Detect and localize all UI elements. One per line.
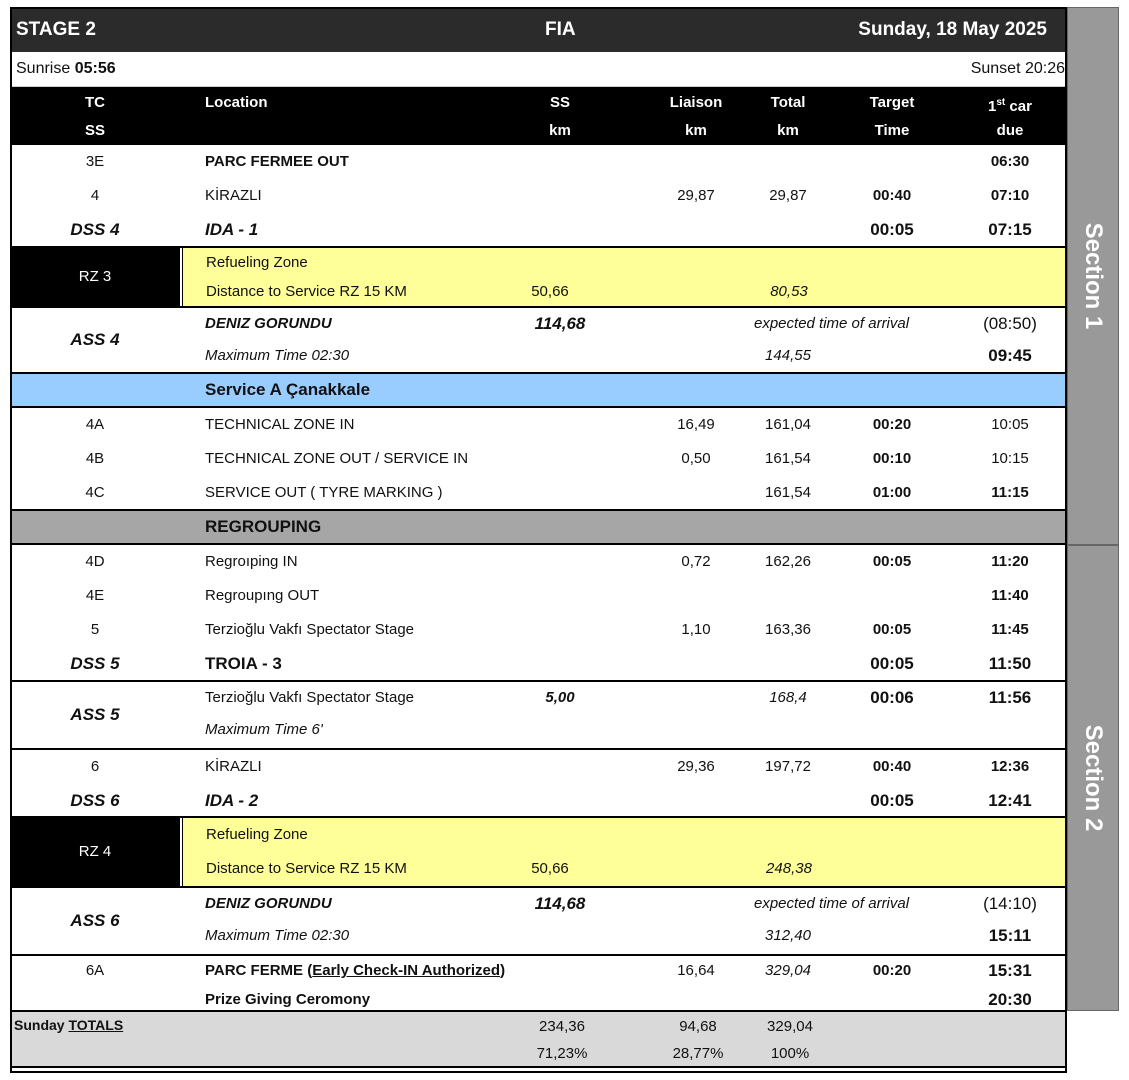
table-row — [10, 579, 1067, 613]
total-km: 248,38 — [766, 860, 812, 877]
ss-km: 50,66 — [531, 860, 569, 877]
due-time: 11:15 — [991, 484, 1029, 501]
ss-km: 114,68 — [534, 894, 586, 913]
location: TECHNICAL ZONE OUT / SERVICE IN — [205, 450, 469, 467]
totals-link[interactable]: TOTALS — [68, 1017, 124, 1033]
table-row — [183, 852, 1067, 886]
location: KİRAZLI — [205, 758, 262, 775]
col-ss-unit: km — [549, 122, 571, 139]
section-1-label: Section 1 — [1080, 222, 1107, 330]
stage-title: STAGE 2 — [16, 19, 96, 40]
regrouping-title: REGROUPING — [205, 517, 322, 536]
table-row — [10, 545, 1067, 579]
due-time: 11:20 — [991, 553, 1029, 570]
service-band — [10, 374, 1067, 408]
block-finish — [10, 956, 1067, 1014]
col-first-due: due — [996, 122, 1024, 139]
section-2-label: Section 2 — [1080, 724, 1107, 832]
due-time: 12:41 — [988, 791, 1032, 810]
col-first-sup: st — [996, 97, 1006, 108]
total-liaison-pct: 28,77% — [672, 1045, 724, 1062]
sun-times-row — [10, 52, 1067, 87]
target-time: 00:05 — [872, 621, 912, 638]
due-time: 07:15 — [988, 220, 1032, 239]
due-time: 09:45 — [988, 346, 1032, 365]
due-time: 07:10 — [990, 187, 1030, 204]
total-ss-pct: 71,23% — [536, 1045, 588, 1062]
block-dss5 — [10, 545, 1067, 682]
tc-code: 4E — [85, 587, 105, 604]
total-km: 312,40 — [765, 927, 811, 944]
table-row — [10, 408, 1067, 442]
refuel-zone-rz4 — [10, 818, 1067, 888]
org-label: FIA — [545, 19, 576, 40]
liaison-km: 16,49 — [677, 416, 715, 433]
target-time: 00:05 — [870, 654, 914, 673]
due-time: 11:45 — [991, 621, 1029, 638]
ss-km: 5,00 — [545, 689, 575, 706]
total-total: 329,04 — [767, 1018, 813, 1035]
total-km: 161,54 — [765, 484, 811, 501]
regrouping-band — [10, 511, 1067, 545]
location: Prize Giving Ceromony — [205, 991, 371, 1008]
refuel-zone-rz3 — [10, 248, 1067, 308]
table-row — [10, 750, 1067, 784]
liaison-km: 29,87 — [677, 187, 715, 204]
location: Terzioğlu Vakfı Spectator Stage — [205, 621, 415, 638]
liaison-km: 29,36 — [677, 758, 715, 775]
tc-code: 4D — [85, 553, 105, 570]
due-time: 10:15 — [991, 450, 1029, 467]
rz-distance-label: Distance to Service RZ 15 KM — [206, 283, 407, 300]
total-km: 168,4 — [769, 689, 807, 706]
liaison-km: 1,10 — [681, 621, 711, 638]
target-time: 00:40 — [872, 758, 912, 775]
tc-code: 3E — [85, 153, 105, 170]
col-target-unit: Time — [874, 122, 910, 139]
total-km: 197,72 — [765, 758, 811, 775]
due-time: 15:31 — [988, 961, 1032, 980]
target-time: 00:06 — [870, 688, 914, 707]
location: Terzioğlu Vakfı Spectator Stage — [205, 689, 415, 706]
col-target: Target — [869, 94, 915, 111]
table-row — [183, 818, 1067, 852]
target-time: 00:40 — [872, 187, 912, 204]
target-time: 00:20 — [872, 416, 912, 433]
location-suffix: ) — [500, 962, 506, 979]
early-checkin-link[interactable]: Early Check-IN Authorized — [312, 962, 501, 979]
location: TECHNICAL ZONE IN — [205, 416, 355, 433]
target-time: 00:05 — [870, 791, 914, 810]
totals-day: Sunday — [14, 1017, 65, 1033]
due-time: 20:30 — [988, 990, 1032, 1009]
table-row — [10, 784, 1067, 818]
col-liaison-unit: km — [685, 122, 707, 139]
target-time: 01:00 — [872, 484, 912, 501]
table-row — [10, 888, 1067, 920]
col-first-suffix: car — [1005, 98, 1032, 115]
location-prefix: PARC FERME ( — [205, 962, 313, 979]
table-row — [10, 647, 1067, 681]
location: PARC FERMEE OUT — [205, 153, 349, 170]
stage-code: DSS 6 — [70, 791, 120, 810]
stage-name: IDA - 1 — [205, 220, 259, 239]
location: DENIZ GORUNDU — [205, 315, 332, 332]
rz-title: Refueling Zone — [206, 826, 308, 843]
target-time: 00:20 — [872, 962, 912, 979]
rz-code: RZ 3 — [10, 248, 180, 306]
col-total-unit: km — [777, 122, 799, 139]
stage-code: DSS 5 — [70, 654, 120, 673]
total-km: 162,26 — [765, 553, 811, 570]
due-time: 11:50 — [988, 654, 1032, 673]
location: KİRAZLI — [205, 187, 262, 204]
liaison-km: 0,50 — [681, 450, 711, 467]
eta-label: expected time of arrival — [754, 315, 910, 332]
block-dss4 — [10, 145, 1067, 248]
tc-code: 4 — [90, 187, 100, 204]
table-row — [10, 179, 1067, 213]
ss-km: 50,66 — [531, 283, 569, 300]
stage-name: IDA - 2 — [205, 791, 259, 810]
sunset: Sunset 20:26 — [970, 60, 1065, 77]
stage-name: TROIA - 3 — [205, 654, 282, 673]
column-header — [10, 87, 1067, 145]
rz-details — [182, 248, 1067, 306]
sunrise — [16, 52, 116, 86]
table-row — [10, 308, 1067, 340]
section-1-tab — [1067, 7, 1119, 545]
table-row — [10, 920, 1067, 952]
location: SERVICE OUT ( TYRE MARKING ) — [205, 484, 443, 501]
liaison-km: 0,72 — [681, 553, 711, 570]
due-time: 12:36 — [990, 758, 1030, 775]
col-tc: TC — [85, 94, 105, 111]
due-time: 11:56 — [988, 688, 1032, 707]
rz-distance-label: Distance to Service RZ 15 KM — [206, 860, 407, 877]
table-row — [183, 277, 1067, 306]
ass-code: ASS 6 — [70, 911, 120, 930]
col-ss-code: SS — [84, 122, 105, 139]
location — [205, 956, 505, 986]
location: Regroıping IN — [205, 553, 298, 570]
col-first-num: 1 — [988, 98, 997, 115]
stage-header-bar — [10, 7, 1067, 52]
arrival-ass5 — [10, 682, 1067, 750]
total-km: 80,53 — [770, 283, 808, 300]
arrival-ass4 — [10, 308, 1067, 374]
total-km: 329,04 — [765, 962, 811, 979]
tc-code: 4C — [85, 484, 105, 501]
ass-code: ASS 5 — [70, 705, 120, 724]
table-row — [10, 442, 1067, 476]
sunrise-label: Sunrise — [16, 60, 71, 77]
liaison-km: 16,64 — [677, 962, 715, 979]
itinerary-body — [10, 145, 1067, 1014]
total-km: 161,04 — [765, 416, 811, 433]
eta-time: (14:10) — [983, 894, 1037, 913]
due-time: 10:05 — [991, 416, 1029, 433]
total-km: 161,54 — [765, 450, 811, 467]
rz-title: Refueling Zone — [206, 254, 308, 271]
stage-date: Sunday, 18 May 2025 — [858, 19, 1047, 40]
col-total: Total — [770, 94, 806, 111]
tc-code: 4B — [85, 450, 105, 467]
total-liaison: 94,68 — [679, 1018, 717, 1035]
ass-code: ASS 4 — [70, 330, 120, 349]
eta-time: (08:50) — [983, 314, 1037, 333]
col-liaison: Liaison — [669, 94, 723, 111]
total-km: 163,36 — [765, 621, 811, 638]
due-time: 06:30 — [990, 153, 1030, 170]
table-row — [10, 340, 1067, 372]
table-row — [10, 714, 1067, 746]
table-row — [183, 248, 1067, 277]
max-time: Maximum Time 02:30 — [205, 347, 350, 364]
block-dss6 — [10, 750, 1067, 818]
table-row — [10, 613, 1067, 647]
col-location: Location — [205, 94, 268, 111]
table-row — [10, 145, 1067, 179]
stage-code: DSS 4 — [70, 220, 120, 239]
target-time: 00:05 — [872, 553, 912, 570]
section-2-tab — [1067, 545, 1119, 1011]
totals-label — [14, 1012, 123, 1038]
totals-row — [10, 1010, 1067, 1068]
table-row — [10, 956, 1067, 986]
total-total-pct: 100% — [770, 1045, 810, 1062]
table-row — [10, 213, 1067, 247]
tc-code: 4A — [85, 416, 105, 433]
ss-km: 114,68 — [534, 314, 586, 333]
eta-label: expected time of arrival — [754, 895, 910, 912]
total-km: 29,87 — [769, 187, 807, 204]
table-row — [10, 682, 1067, 714]
target-time: 00:10 — [872, 450, 912, 467]
total-ss: 234,36 — [539, 1018, 585, 1035]
tc-code: 6 — [90, 758, 100, 775]
col-ss: SS — [549, 94, 570, 111]
due-time: 15:11 — [988, 926, 1032, 945]
arrival-ass6 — [10, 888, 1067, 956]
location: DENIZ GORUNDU — [205, 895, 332, 912]
sunrise-time: 05:56 — [74, 60, 116, 77]
total-km: 144,55 — [765, 347, 811, 364]
location: Regroupıng OUT — [205, 587, 320, 604]
max-time: Maximum Time 02:30 — [205, 927, 350, 944]
tc-code: 6A — [85, 962, 105, 979]
rz-details — [182, 818, 1067, 886]
target-time: 00:05 — [870, 220, 914, 239]
rz-code: RZ 4 — [10, 818, 180, 886]
table-row — [10, 476, 1067, 510]
block-service — [10, 408, 1067, 511]
tc-code: 5 — [90, 621, 100, 638]
service-title: Service A Çanakkale — [205, 380, 371, 399]
due-time: 11:40 — [991, 587, 1029, 604]
max-time: Maximum Time 6' — [205, 721, 323, 738]
